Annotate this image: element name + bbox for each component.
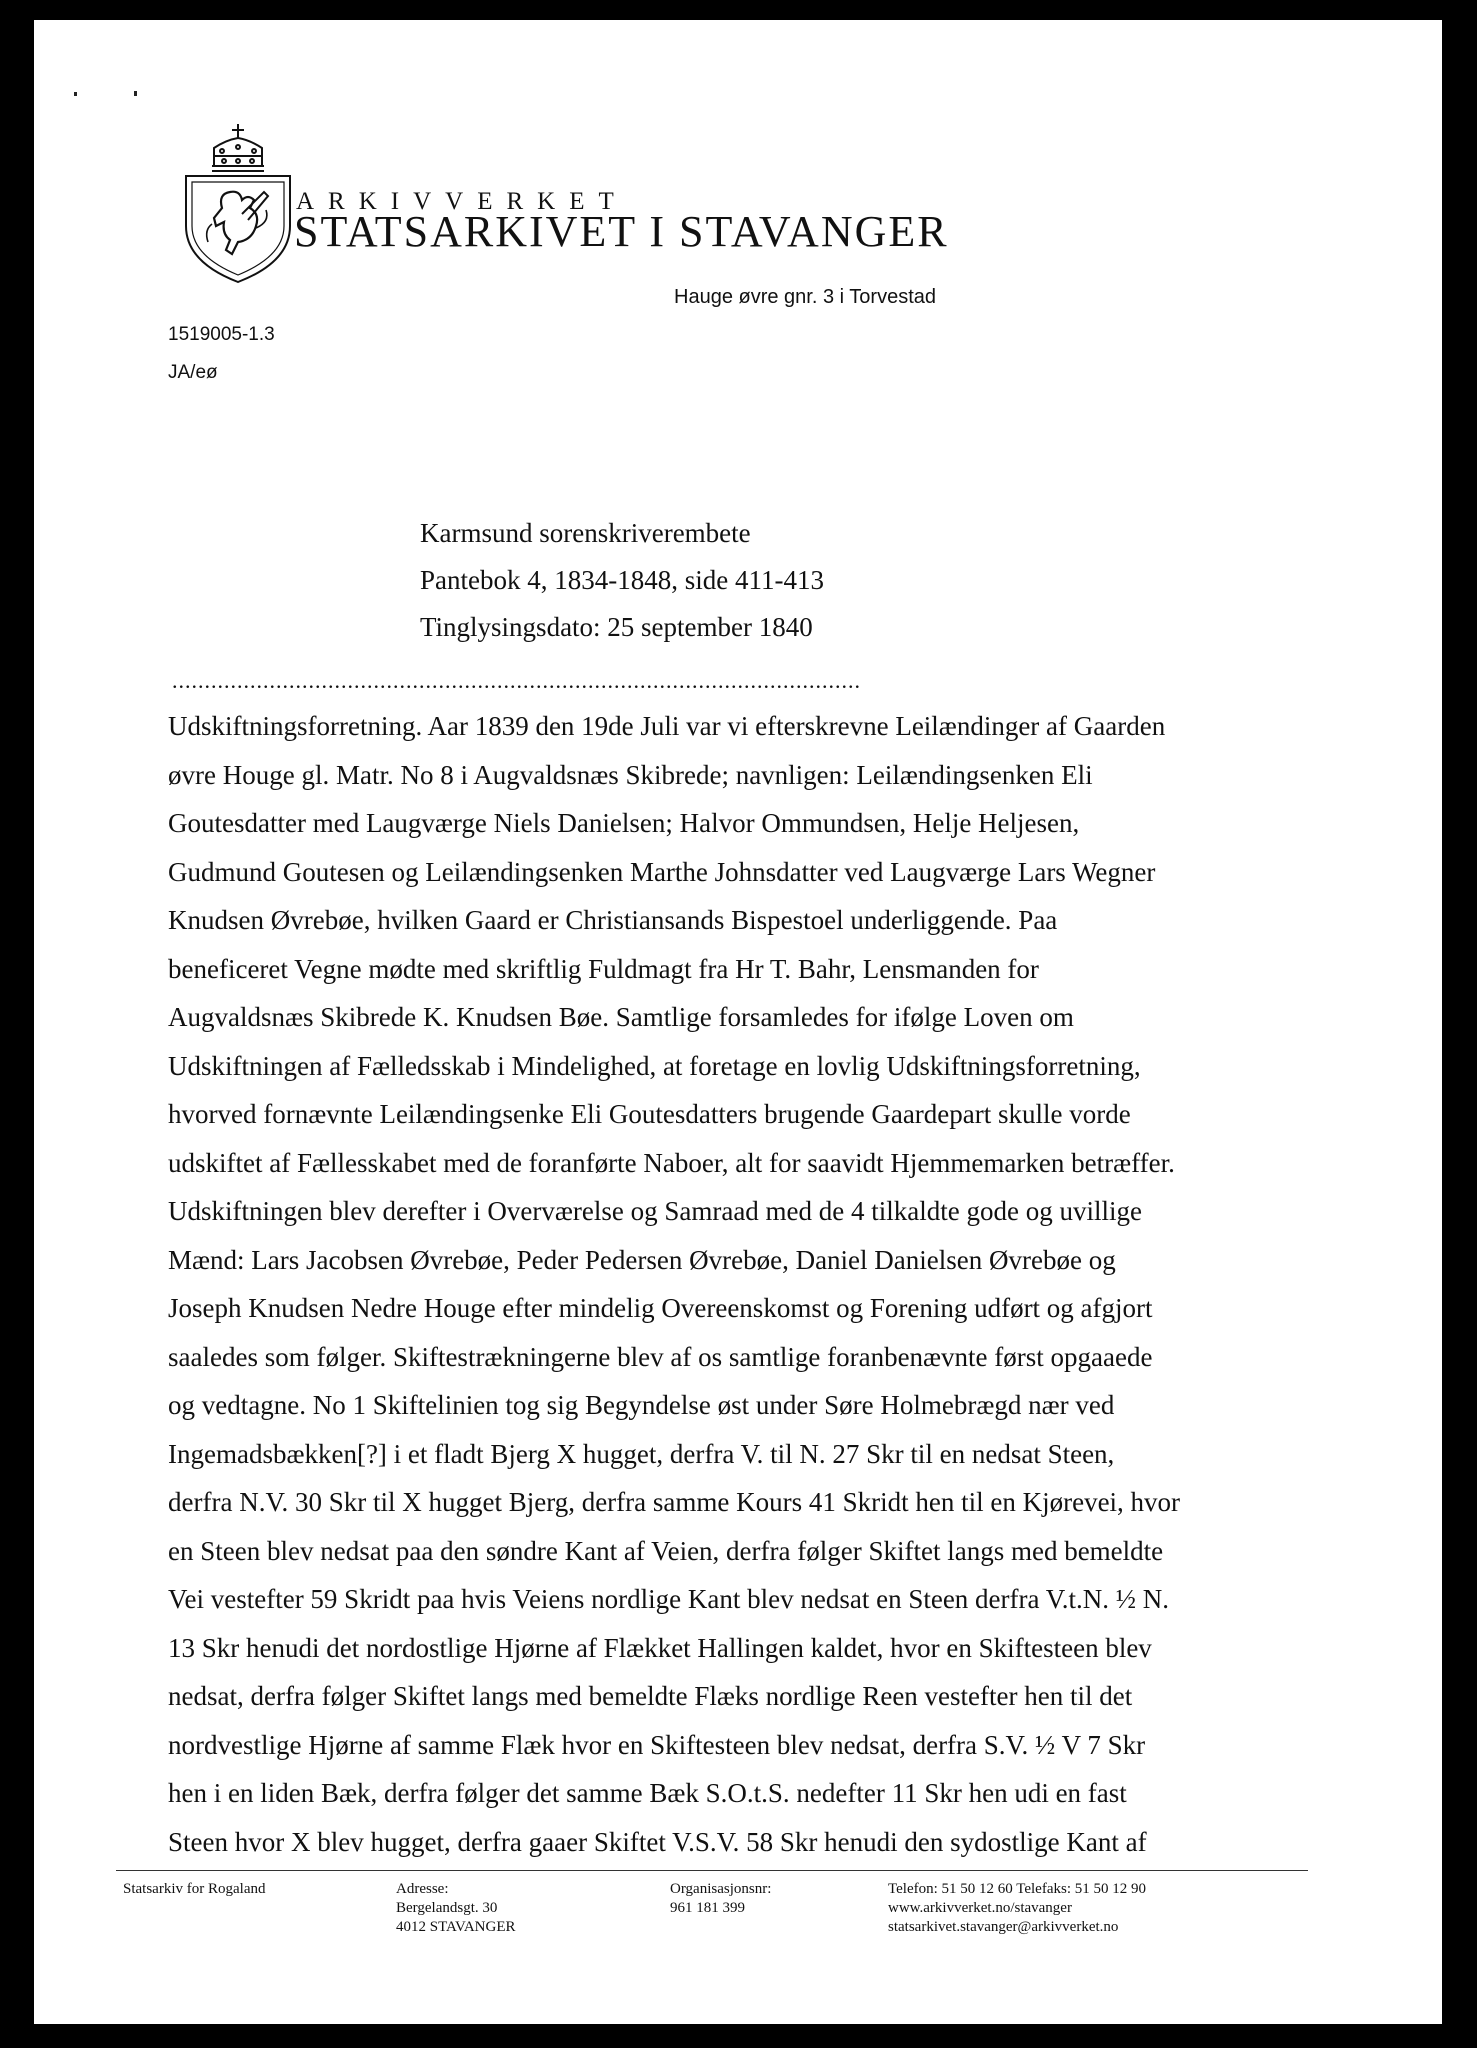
footer-email: statsarkivet.stavanger@arkivverket.no — [888, 1919, 1119, 1935]
footer-website: www.arkivverket.no/stavanger — [888, 1900, 1072, 1916]
body-line: hen i en liden Bæk, derfra følger det samme Bæk S.O.t.S. nedefter 11 Skr hen udi en fast — [168, 1778, 1127, 1808]
body-line: saaledes som følger. Skiftestrækningerne blev af os samtlige foranbenævnte først opgaaede — [168, 1341, 1153, 1372]
body-line: 13 Skr henudi det nordostlige Hjørne af Flækket Hallingen kaldet, hvor en Skiftesteen blev — [168, 1632, 1152, 1663]
footer-line: 961 181 399 — [670, 1900, 745, 1916]
footer-line: Statsarkiv for Rogaland — [123, 1881, 266, 1897]
transcription-body — [168, 702, 1368, 1866]
body-line: udskiftet af Fællesskabet med de foranførte Naboer, alt for saavidt Hjemmemarken betræffer. — [168, 1147, 1175, 1178]
body-line: Udskiftningsforretning. Aar 1839 den 19de Juli var vi efterskrevne Leilændinger af Gaarden — [168, 711, 1166, 741]
body-line: hvorved fornævnte Leilændingsenke Eli Goutesdatters brugende Gaardepart skulle vorde — [168, 1099, 1131, 1129]
footer-line: Organisasjonsnr: — [670, 1881, 772, 1897]
footer-institution — [123, 1880, 265, 1899]
body-line: Udskiftningen af Fælledsskab i Mindelighed, at foretage en lovlig Udskiftningsforretning, — [168, 1050, 1141, 1081]
org-name-small: ARKIVVERKET — [296, 188, 628, 215]
body-line: en Steen blev nedsat paa den søndre Kant af Veien, derfra følger Skiftet langs med bemeldte — [168, 1535, 1164, 1566]
body-line: Goutesdatter med Laugværge Niels Danielsen; Halvor Ommundsen, Helje Heljesen, — [168, 808, 1080, 838]
body-line: beneficeret Vegne mødte med skriftlig Fuldmagt fra Hr T. Bahr, Lensmanden for — [168, 953, 1039, 984]
body-line: Vei vestefter 59 Skridt paa hvis Veiens nordlige Kant blev nedsat en Steen derfra V.t.N. ½ N. — [168, 1584, 1170, 1614]
body-line: nedsat, derfra følger Skiftet langs med bemeldte Flæks nordlige Reen vestefter hen til det — [168, 1681, 1133, 1711]
footer-divider — [116, 1870, 1308, 1871]
footer-address — [396, 1880, 516, 1937]
body-line: derfra N.V. 30 Skr til X hugget Bjerg, derfra samme Kours 41 Skridt hen til en Kjørevei, hvor — [168, 1487, 1181, 1517]
body-line: Joseph Knudsen Nedre Houge efter mindelig Overeenskomst og Forening udført og afgjort — [168, 1293, 1153, 1323]
header-line-court: Karmsund sorenskriverembete — [420, 518, 751, 548]
body-line: Steen hvor X blev hugget, derfra gaaer Skiftet V.S.V. 58 Skr henudi den sydostlige Kant af — [168, 1826, 1147, 1857]
footer-contact — [888, 1880, 1146, 1937]
header-line-date: Tinglysingsdato: 25 september 1840 — [420, 612, 813, 642]
footer-org-number — [670, 1880, 771, 1918]
author-initials: JA/eø — [168, 362, 218, 383]
body-line: Knudsen Øvrebøe, hvilken Gaard er Christiansands Bispestoel underliggende. Paa — [168, 905, 1058, 935]
footer-line: Bergelandsgt. 30 — [396, 1900, 498, 1916]
reference-number: 1519005-1.3 — [168, 324, 275, 345]
footer-line: Adresse: — [396, 1881, 449, 1897]
body-line: Udskiftningen blev derefter i Overværelse og Samraad med de 4 tilkaldte gode og uvillige — [168, 1196, 1142, 1226]
org-name-large: STATSARKIVET I STAVANGER — [294, 207, 949, 256]
body-line: øvre Houge gl. Matr. No 8 i Augvaldsnæs Skibrede; navnligen: Leilændingsenken Eli — [168, 759, 1093, 790]
scan-speck — [74, 92, 77, 96]
dotted-separator: .......................................................................................................... — [172, 668, 861, 693]
scan-speck — [134, 91, 137, 96]
body-line: nordvestlige Hjørne af samme Flæk hvor en Skiftesteen blev nedsat, derfra S.V. ½ V 7 Skr — [168, 1729, 1146, 1760]
body-line: Gudmund Goutesen og Leilændingsenken Marthe Johnsdatter ved Laugværge Lars Wegner — [168, 856, 1156, 887]
body-line: Mænd: Lars Jacobsen Øvrebøe, Peder Pedersen Øvrebøe, Daniel Danielsen Øvrebøe og — [168, 1244, 1116, 1275]
header-line-book: Pantebok 4, 1834-1848, side 411-413 — [420, 565, 824, 595]
body-line: Ingemadsbækken[?] i et fladt Bjerg X hugget, derfra V. til N. 27 Skr til en nedsat Steen, — [168, 1438, 1115, 1469]
body-line: og vedtagne. No 1 Skiftelinien tog sig Begyndelse øst under Søre Holmebrægd nær ved — [168, 1390, 1115, 1420]
body-line: Augvaldsnæs Skibrede K. Knudsen Bøe. Samtlige forsamledes for ifølge Loven om — [168, 1002, 1074, 1032]
footer-phone: Telefon: 51 50 12 60 Telefaks: 51 50 12 90 — [888, 1881, 1146, 1897]
farm-title: Hauge øvre gnr. 3 i Torvestad — [674, 286, 936, 308]
footer-line: 4012 STAVANGER — [396, 1919, 516, 1935]
coat-of-arms-icon — [178, 122, 298, 284]
